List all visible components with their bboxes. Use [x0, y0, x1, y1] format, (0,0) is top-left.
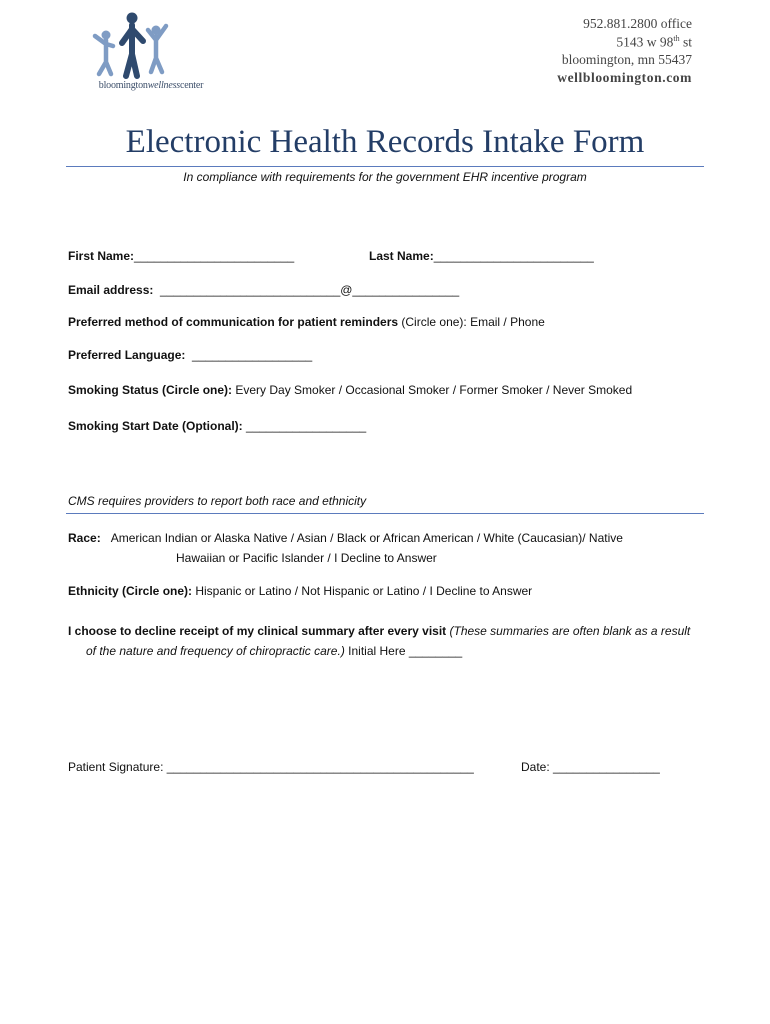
ethnicity-field[interactable]: Ethnicity (Circle one): Hispanic or Latino / Not Hispanic or Latino / I Decline to Answer — [68, 584, 533, 598]
family-figures-icon — [86, 10, 216, 82]
race-field[interactable]: Race: American Indian or Alaska Native / Asian / Black or African American / White (Caucasian)/ Native — [68, 531, 623, 545]
contact-website[interactable]: wellbloomington.com — [557, 70, 692, 85]
last-name-field[interactable]: Last Name:________________________ — [369, 249, 594, 263]
patient-signature-field[interactable]: Patient Signature: ______________________________________________ — [68, 760, 474, 774]
cms-divider — [66, 513, 704, 514]
communication-preference[interactable]: Preferred method of communication for patient reminders (Circle one): Email / Phone — [68, 315, 545, 329]
smoking-start-date-field[interactable]: Smoking Start Date (Optional): __________________ — [68, 419, 367, 433]
form-title: Electronic Health Records Intake Form — [125, 124, 645, 160]
contact-city: bloomington, mn 55437 — [561, 52, 692, 67]
cms-note: CMS requires providers to report both race and ethnicity — [68, 494, 367, 508]
form-subtitle: In compliance with requirements for the government EHR incentive program — [183, 170, 587, 184]
decline-summary-statement: I choose to decline receipt of my clinical summary after every visit (These summaries are often blank as a result — [68, 624, 691, 638]
race-options-continued: Hawaiian or Pacific Islander / I Decline to Answer — [176, 551, 437, 565]
contact-phone: 952.881.2800 office — [583, 16, 692, 31]
logo-wordmark: bloomingtonwellnesscenter — [98, 80, 204, 91]
decline-initial-field[interactable]: of the nature and frequency of chiropractic care.) Initial Here ________ — [86, 644, 463, 658]
language-field[interactable]: Preferred Language: __________________ — [68, 348, 313, 362]
contact-address: 5143 w 98th st — [616, 34, 692, 50]
date-field[interactable]: Date: ________________ — [521, 760, 660, 774]
smoking-status[interactable]: Smoking Status (Circle one): Every Day Smoker / Occasional Smoker / Former Smoker / Never Smoked — [68, 383, 633, 397]
wellness-center-logo — [86, 10, 216, 92]
email-field[interactable]: Email address: ___________________________@________________ — [68, 283, 460, 297]
first-name-field[interactable]: First Name:________________________ — [68, 249, 295, 263]
title-divider — [66, 166, 704, 167]
